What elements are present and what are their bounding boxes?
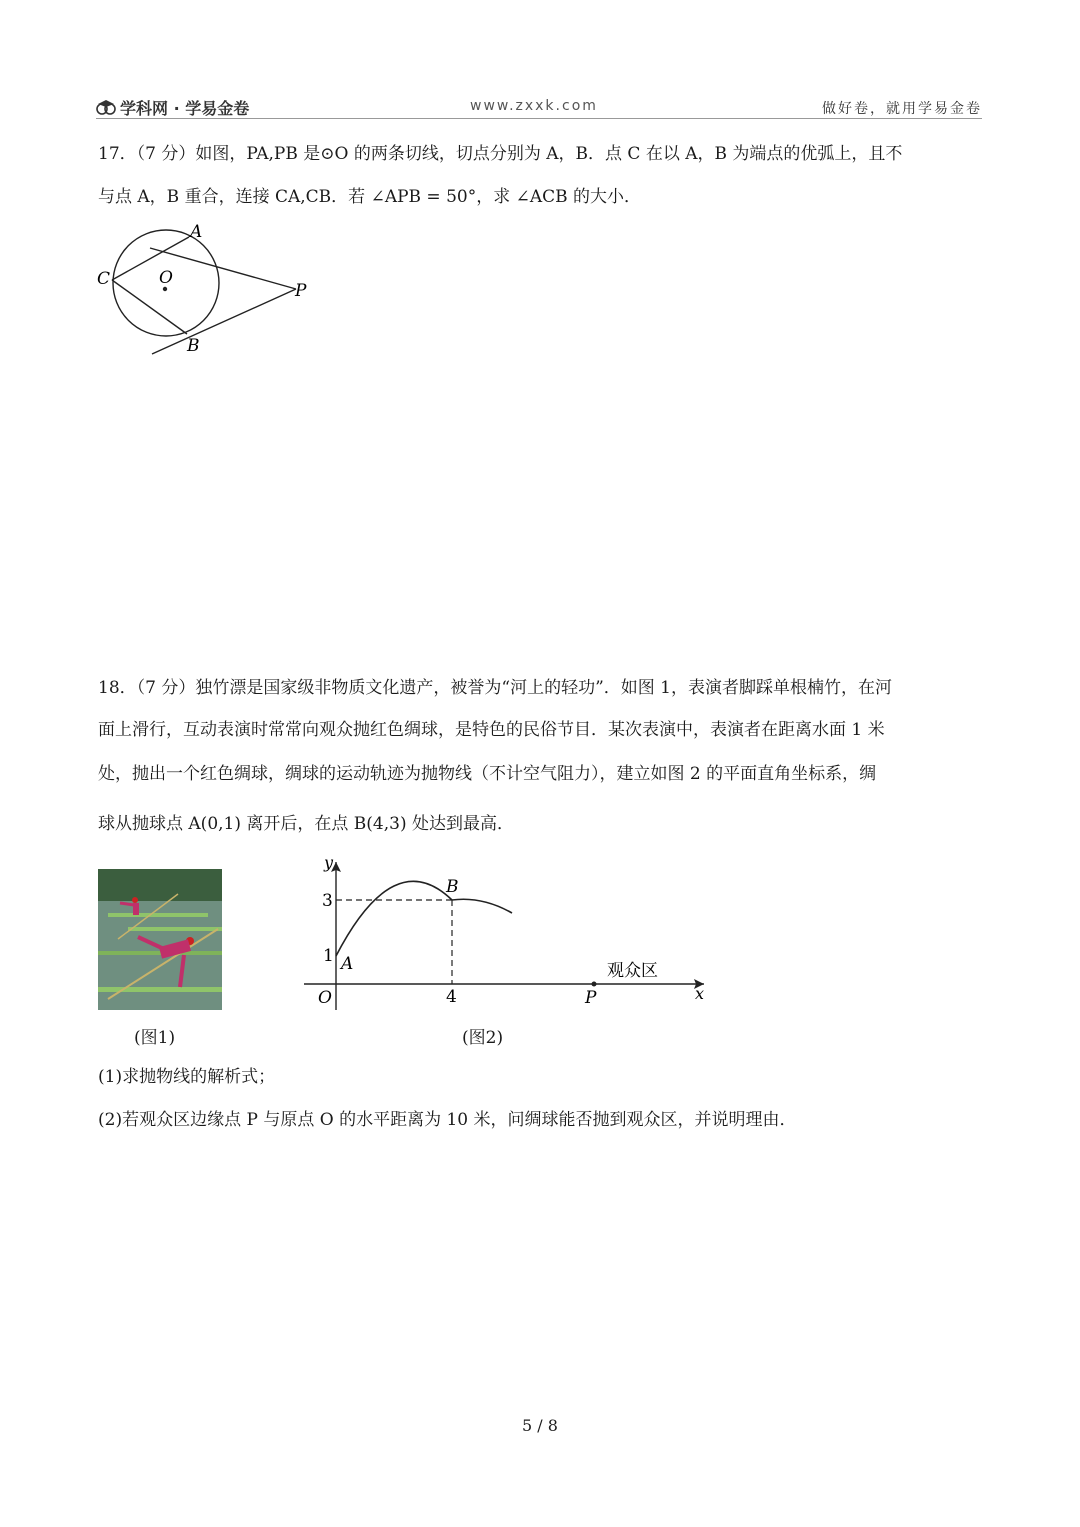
point-b-label: B [446,877,459,897]
q17-line1 [98,143,988,165]
parabola-curve [336,881,512,956]
q18-sub1: (1)求抛物线的解析式； [98,1067,276,1087]
tick-1: 1 [323,946,334,966]
header-url: www.zxxk.com [470,98,598,114]
x-axis-label: x [695,984,705,1003]
q18-line4: 球从抛球点 A(0,1) 离开后，在点 B(4,3) 处达到最高． [98,814,514,834]
audience-label: 观众区 [607,961,658,981]
y-axis-label: y [324,853,334,872]
q18-number: 18． [98,678,137,698]
label-p: P [295,281,307,301]
point-p-dot [592,982,597,987]
page-number: 5 / 8 [522,1416,558,1435]
q18-points: （7 分） [136,678,196,698]
header-divider [96,118,982,119]
q18-line1 [98,677,988,699]
chord-cb [112,280,187,334]
performer-photo [98,869,222,1010]
q18-line2: 面上滑行，互动表演时常常向观众抛红色绸球，是特色的民俗节目．某次表演中，表演者在距离水面 1 米 [98,720,885,740]
tick-3: 3 [322,891,333,911]
q17-text-1: 如图，PA,PB 是⊙O 的两条切线，切点分别为 A，B．点 C 在以 A，B 为端点的优弧上，且不 [195,144,903,164]
header-logo [96,96,249,119]
logo-text: 学科网 · 学易金卷 [120,99,250,118]
fig1-caption: (图1) [134,1028,176,1048]
q18-coordinate-graph [300,852,720,1017]
q17-number: 17． [98,144,137,164]
label-a: A [190,222,203,242]
label-b: B [187,336,200,356]
q18-text-1: 独竹漂是国家级非物质文化遗产，被誉为“河上的轻功”．如图 1，表演者脚踩单根楠竹，在河 [195,678,892,698]
q17-line2: 与点 A，B 重合，连接 CA,CB．若 ∠APB = 50°，求 ∠ACB 的大小． [98,187,642,207]
tangent-pb [152,289,296,354]
header-slogan: 做好卷，就用学易金卷 [822,101,982,117]
point-a-label: A [341,954,354,974]
label-c: C [97,269,111,289]
chord-ca [112,237,189,280]
label-o: O [159,268,173,288]
q18-line3: 处，抛出一个红色绸球，绸球的运动轨迹为抛物线（不计空气阻力），建立如图 2 的平面直角坐标系，绸 [98,764,877,784]
q17-circle-figure [90,218,330,358]
point-p-label: P [585,988,597,1008]
fig2-caption: (图2) [462,1028,504,1048]
tick-4: 4 [446,987,457,1007]
origin-label: O [318,988,332,1008]
q18-sub2: (2)若观众区边缘点 P 与原点 O 的水平距离为 10 米，问绸球能否抛到观众区，并说明理由． [98,1110,797,1130]
logo-icon [96,100,116,116]
q17-points: （7 分） [136,144,196,164]
